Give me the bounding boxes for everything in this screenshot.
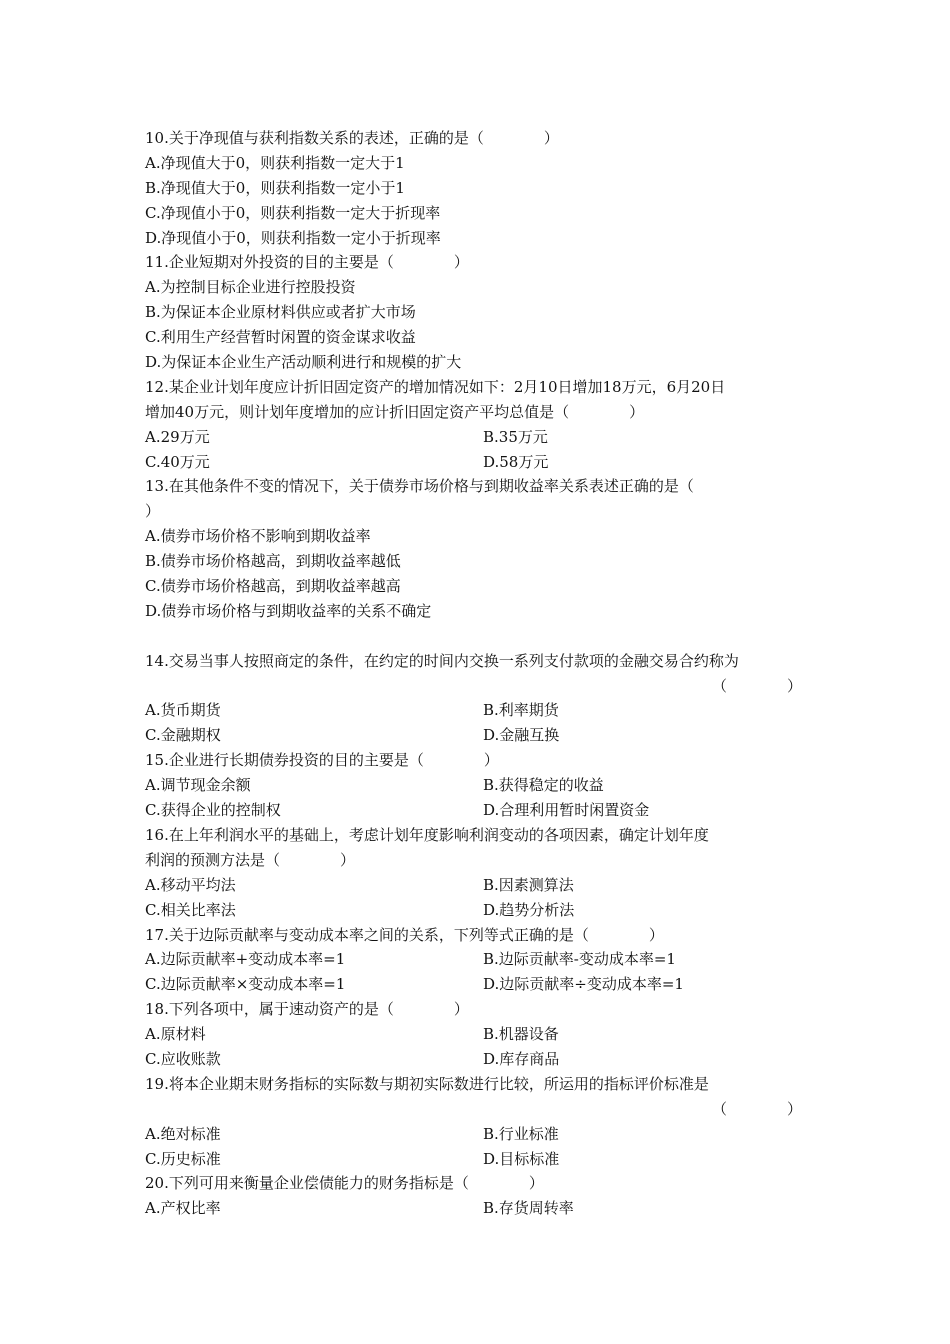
question-10-option-d: D.净现值小于0，则获利指数一定小于折现率 bbox=[145, 228, 441, 247]
question-16-options-row2 bbox=[145, 898, 810, 923]
question-14-option-c: C.金融期权 bbox=[145, 726, 221, 745]
question-17-option-c: C.边际贡献率×变动成本率=1 bbox=[145, 975, 346, 994]
question-14-stem: 14.交易当事人按照商定的条件，在约定的时间内交换一系列支付款项的金融交易合约称为 bbox=[145, 651, 739, 670]
question-12-option-c: C.40万元 bbox=[145, 452, 210, 471]
question-17-option-b: B.边际贡献率-变动成本率=1 bbox=[483, 950, 676, 969]
question-11-stem: 11.企业短期对外投资的目的主要是（ ） bbox=[145, 253, 469, 272]
question-14-option-a: A.货币期货 bbox=[145, 701, 221, 720]
question-16-stem-line1: 16.在上年利润水平的基础上，考虑计划年度影响利润变动的各项因素，确定计划年度 bbox=[145, 825, 709, 844]
question-16-option-c: C.相关比率法 bbox=[145, 900, 236, 919]
question-19-options-row2 bbox=[145, 1147, 810, 1172]
question-20-options-row1 bbox=[145, 1196, 810, 1221]
question-20-option-b: B.存货周转率 bbox=[483, 1199, 574, 1218]
question-18-option-b: B.机器设备 bbox=[483, 1025, 559, 1044]
question-14-answer-blank: （ ） bbox=[711, 676, 802, 695]
question-19-option-a: A.绝对标准 bbox=[145, 1124, 221, 1143]
question-11-option-d: D.为保证本企业生产活动顺利进行和规模的扩大 bbox=[145, 353, 462, 372]
question-20-option-a: A.产权比率 bbox=[145, 1199, 221, 1218]
question-14-option-d: D.金融互换 bbox=[483, 726, 560, 745]
question-17-option-a: A.边际贡献率+变动成本率=1 bbox=[145, 950, 346, 969]
question-18-options-row2 bbox=[145, 1047, 810, 1072]
question-16-option-a: A.移动平均法 bbox=[145, 875, 236, 894]
question-19-option-b: B.行业标准 bbox=[483, 1124, 559, 1143]
question-15-option-b: B.获得稳定的收益 bbox=[483, 776, 604, 795]
question-11-option-c: C.利用生产经营暂时闲置的资金谋求收益 bbox=[145, 328, 416, 347]
question-17-options-row1 bbox=[145, 947, 810, 972]
question-13-option-b: B.债券市场价格越高，到期收益率越低 bbox=[145, 552, 401, 571]
question-12-option-a: A.29万元 bbox=[145, 427, 210, 446]
question-18-option-c: C.应收账款 bbox=[145, 1049, 221, 1068]
question-19-option-d: D.目标标准 bbox=[483, 1149, 560, 1168]
question-17-stem: 17.关于边际贡献率与变动成本率之间的关系，下列等式正确的是（ ） bbox=[145, 925, 664, 944]
blank-line bbox=[145, 624, 810, 649]
question-19-option-c: C.历史标准 bbox=[145, 1149, 221, 1168]
question-12-stem-line2: 增加40万元，则计划年度增加的应计折旧固定资产平均总值是（ ） bbox=[145, 402, 645, 421]
question-17-options-row2 bbox=[145, 972, 810, 997]
question-10-option-b: B.净现值大于0，则获利指数一定小于1 bbox=[145, 178, 405, 197]
question-18-options-row1 bbox=[145, 1022, 810, 1047]
question-15-option-d: D.合理利用暂时闲置资金 bbox=[483, 801, 650, 820]
question-19-answer-blank: （ ） bbox=[711, 1099, 802, 1118]
question-14-option-b: B.利率期货 bbox=[483, 701, 559, 720]
question-11-option-a: A.为控制目标企业进行控股投资 bbox=[145, 278, 356, 297]
question-11-option-b: B.为保证本企业原材料供应或者扩大市场 bbox=[145, 303, 416, 322]
question-15-options-row1 bbox=[145, 773, 810, 798]
question-16-options-row1 bbox=[145, 873, 810, 898]
question-14-options-row1 bbox=[145, 698, 810, 723]
question-13-option-d: D.债券市场价格与到期收益率的关系不确定 bbox=[145, 601, 432, 620]
question-10-option-c: C.净现值小于0，则获利指数一定大于折现率 bbox=[145, 203, 441, 222]
question-19-stem: 19.将本企业期末财务指标的实际数与期初实际数进行比较，所运用的指标评价标准是 bbox=[145, 1074, 709, 1093]
question-15-option-a: A.调节现金余额 bbox=[145, 776, 251, 795]
question-15-option-c: C.获得企业的控制权 bbox=[145, 801, 281, 820]
question-16-option-b: B.因素测算法 bbox=[483, 875, 574, 894]
question-13-stem-line1: 13.在其他条件不变的情况下，关于债券市场价格与到期收益率关系表述正确的是（ bbox=[145, 477, 694, 496]
question-12-option-d: D.58万元 bbox=[483, 452, 549, 471]
question-19-options-row1 bbox=[145, 1122, 810, 1147]
question-18-stem: 18.下列各项中，属于速动资产的是（ ） bbox=[145, 1000, 469, 1019]
question-18-option-a: A.原材料 bbox=[145, 1025, 206, 1044]
question-18-option-d: D.库存商品 bbox=[483, 1049, 560, 1068]
question-13-option-c: C.债券市场价格越高，到期收益率越高 bbox=[145, 577, 401, 596]
question-17-option-d: D.边际贡献率÷变动成本率=1 bbox=[483, 975, 684, 994]
question-12-option-b: B.35万元 bbox=[483, 427, 548, 446]
exam-page bbox=[145, 126, 810, 1221]
question-13-option-a: A.债券市场价格不影响到期收益率 bbox=[145, 527, 371, 546]
question-12-options-row1 bbox=[145, 425, 810, 450]
question-14-options-row2 bbox=[145, 723, 810, 748]
question-10-stem: 10.关于净现值与获利指数关系的表述，正确的是（ ） bbox=[145, 129, 559, 147]
question-15-stem: 15.企业进行长期债券投资的目的主要是（ ） bbox=[145, 751, 499, 770]
question-16-stem-line2: 利润的预测方法是（ ） bbox=[145, 850, 356, 869]
question-10-option-a: A.净现值大于0，则获利指数一定大于1 bbox=[145, 153, 405, 172]
question-13-stem-line2: ） bbox=[145, 502, 161, 521]
question-12-stem-line1: 12.某企业计划年度应计折旧固定资产的增加情况如下：2月10日增加18万元，6月20日 bbox=[145, 377, 726, 396]
question-20-stem: 20.下列可用来衡量企业偿债能力的财务指标是（ ） bbox=[145, 1174, 544, 1193]
question-16-option-d: D.趋势分析法 bbox=[483, 900, 575, 919]
question-15-options-row2 bbox=[145, 798, 810, 823]
question-12-options-row2 bbox=[145, 450, 810, 475]
